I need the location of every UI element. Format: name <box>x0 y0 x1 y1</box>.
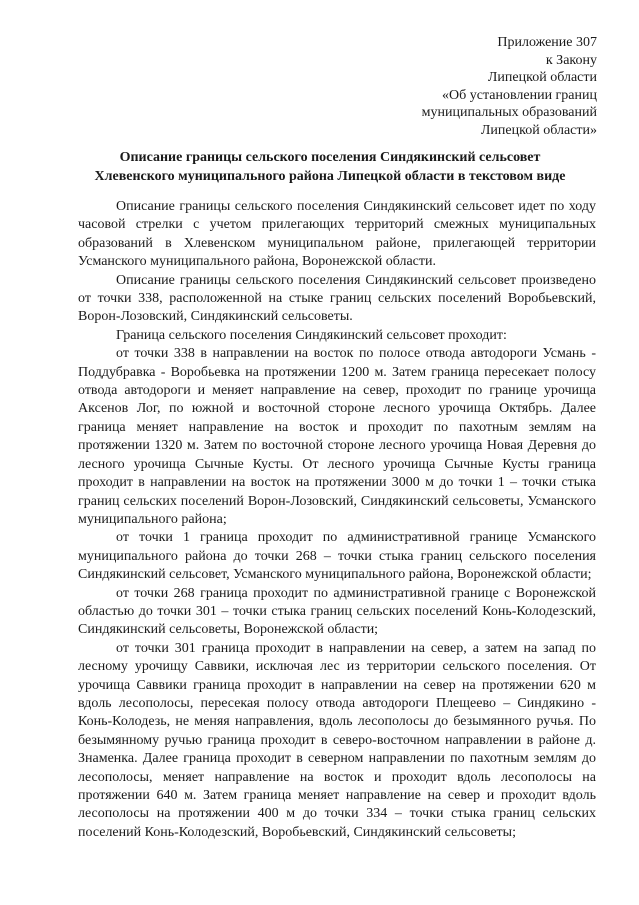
header-line: Приложение 307 <box>497 35 597 50</box>
body-paragraph: Граница сельского поселения Синдякинский сельсовет проходит: <box>116 327 507 343</box>
body-paragraph: от точки 1 граница проходит по административной границе Усманского муниципального района до точки 268 – точки стыка границ сельского поселения Синдякинский сельсовет, Усманского муниципального района, Воронежской области; <box>78 530 596 583</box>
body-paragraph: от точки 338 в направлении на восток по полосе отвода автодороги Усмань - Поддубравка - Воробьевка на протяжении 1200 м. Затем граница пересекает полосу отвода автодороги и меняет направление на север, проходит по границе урочища Аксенов Лог, по южной и восточной стороне лесного урочища Октябрь. Далее граница меняет направление на восток и проходит по пахотным землям на протяжении 1320 м. Затем по восточной стороне лесного урочища Новая Деревня до лесного урочища Сычные Кусты. От лесного урочища Сычные Кусты граница проходит в направлении на восток на протяжении 3000 м до точки 1 – точки стыка границ сельских поселений Ворон-Лозовский, Синдякинский сельсоветы, Усманского муниципального района; <box>78 346 596 527</box>
title-line-1: Описание границы сельского поселения Синдякинский сельсовет <box>119 150 541 165</box>
header-line: муниципальных образований <box>421 105 597 120</box>
header-line: к Закону <box>545 52 597 68</box>
header-line: Липецкой области» <box>480 122 597 138</box>
body-paragraph: от точки 301 граница проходит в направлении на север, а затем на запад по лесному урочищу Саввики, исключая лес из территории сельского поселения. От урочища Саввики граница проходит в направлении на север на протяжении 620 м вдоль лесополосы, пересекая полосу отвода автодороги Плещеево – Синдякино - Конь-Колодезь, не меняя направления, вдоль лесополосы до безымянного ручья. По безымянному ручью граница проходит в северо-восточном направлении в районе д. Знаменка. Далее граница проходит в северном направлении по пахотным землям до лесополосы, меняет направление на восток и проходит вдоль лесополосы на протяжении 640 м. Затем граница меняет направление на север и проходит вдоль лесополосы на протяжении 400 м до точки 334 – точки стыка границ сельских поселений Конь-Колодезский, Воробьевский, Синдякинский сельсоветы; <box>78 640 596 840</box>
header-line: «Об установлении границ <box>442 87 597 103</box>
body-paragraph: Описание границы сельского поселения Синдякинский сельсовет произведено от точки 338, расположенной на стыке границ сельских поселений Воробьевский, Ворон-Лозовский, Синдякинский сельсоветы. <box>78 272 596 325</box>
document-body <box>78 198 596 842</box>
body-paragraph: Описание границы сельского поселения Синдякинский сельсовет идет по ходу часовой стрелки с учетом прилегающих территорий смежных муниципальных образований в Хлевенском муниципальном районе, прилегающей территории Усманского муниципального района, Воронежской области. <box>78 199 596 270</box>
appendix-header <box>357 34 597 139</box>
body-paragraph: от точки 268 граница проходит по административной границе с Воронежской областью до точки 301 – точки стыка границ сельских поселений Конь-Колодезский, Синдякинский сельсоветы, Воронежской области; <box>78 585 596 638</box>
document-title <box>60 149 600 186</box>
header-line: Липецкой области <box>487 70 597 85</box>
title-line-2: Хлевенского муниципального района Липецкой области в текстовом виде <box>94 168 566 184</box>
